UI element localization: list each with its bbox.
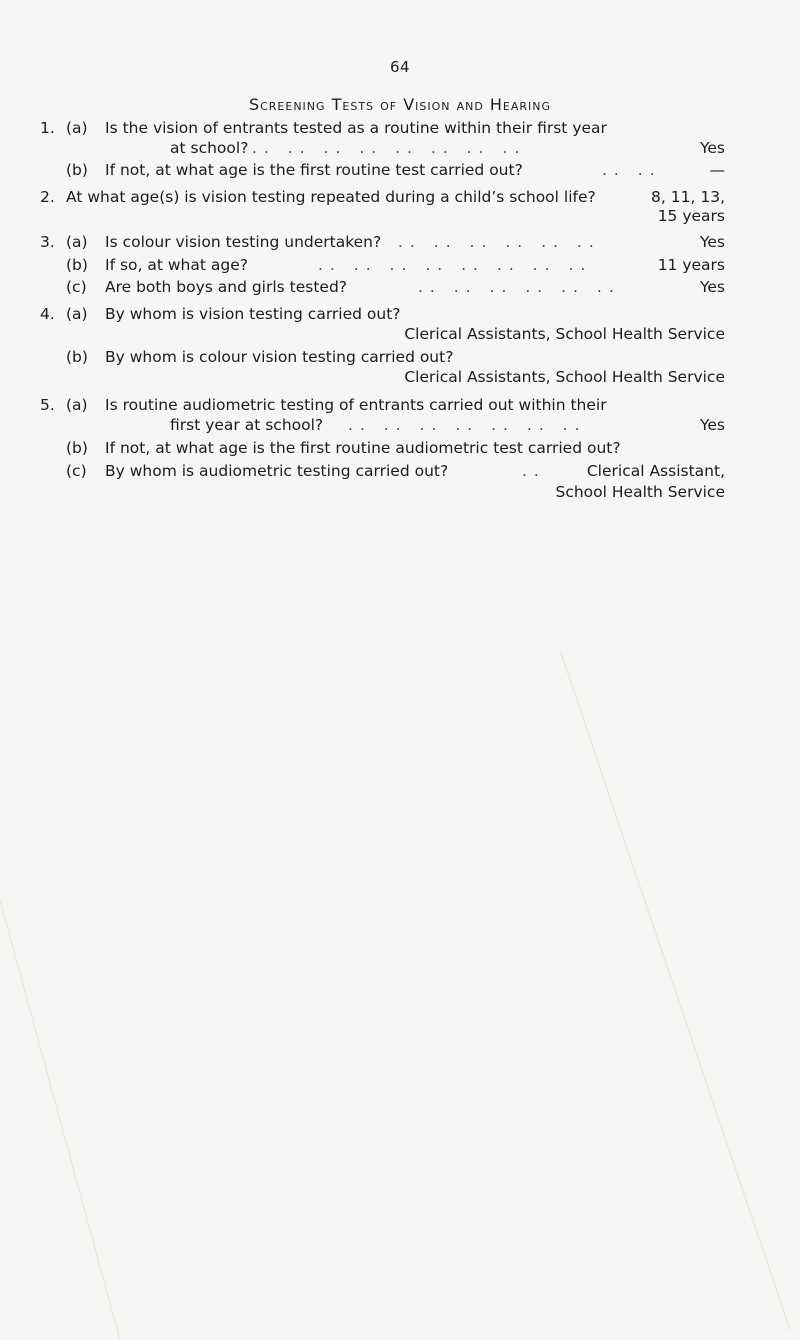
q4b-label: (b) bbox=[66, 348, 88, 366]
q1a-label: (a) bbox=[66, 119, 88, 137]
q1-number: 1. bbox=[40, 119, 55, 137]
q3c-label: (c) bbox=[66, 278, 87, 296]
leader-dots: .. .. .. .. .. .. bbox=[398, 233, 601, 251]
q5a-text-line1: Is routine audiometric testing of entrants carried out within their bbox=[105, 396, 607, 414]
q4a-label: (a) bbox=[66, 305, 88, 323]
q4b-text: By whom is colour vision testing carried out? bbox=[105, 348, 454, 366]
q3b-label: (b) bbox=[66, 256, 88, 274]
q5-number: 5. bbox=[40, 396, 55, 414]
q4a-answer: Clerical Assistants, School Health Service bbox=[404, 325, 725, 343]
q2-text: At what age(s) is vision testing repeated during a child’s school life? bbox=[66, 188, 596, 206]
q2-answer-line2: 15 years bbox=[657, 207, 725, 225]
leader-dots: .. .. .. .. .. .. .. bbox=[348, 416, 587, 434]
q3a-answer: Yes bbox=[699, 233, 725, 251]
q1a-answer: Yes bbox=[699, 139, 725, 157]
q3-number: 3. bbox=[40, 233, 55, 251]
q2-number: 2. bbox=[40, 188, 55, 206]
q5b-label: (b) bbox=[66, 439, 88, 457]
q5c-answer-line2: School Health Service bbox=[555, 483, 725, 501]
leader-dots: .. .. .. .. .. .. .. .. bbox=[252, 139, 527, 157]
q3a-text: Is colour vision testing undertaken? bbox=[105, 233, 382, 251]
q3a-label: (a) bbox=[66, 233, 88, 251]
q1b-answer: — bbox=[709, 161, 725, 179]
leader-dots: .. bbox=[522, 462, 546, 480]
q4b-answer: Clerical Assistants, School Health Service bbox=[404, 368, 725, 386]
q2-answer-line1: 8, 11, 13, bbox=[651, 188, 725, 206]
q5a-answer: Yes bbox=[699, 416, 725, 434]
q5c-answer-line1: Clerical Assistant, bbox=[586, 462, 725, 480]
q3c-text: Are both boys and girls tested? bbox=[105, 278, 348, 296]
q1a-text-line1: Is the vision of entrants tested as a routine within their first year bbox=[105, 119, 607, 137]
q5c-text: By whom is audiometric testing carried out? bbox=[105, 462, 449, 480]
leader-dots: .. .. bbox=[602, 161, 662, 179]
q5c-label: (c) bbox=[66, 462, 87, 480]
q4a-text: By whom is vision testing carried out? bbox=[105, 305, 401, 323]
q1b-text: If not, at what age is the first routine test carried out? bbox=[105, 161, 523, 179]
q5a-label: (a) bbox=[66, 396, 88, 414]
leader-dots: .. .. .. .. .. .. .. .. bbox=[318, 256, 593, 274]
q1b-label: (b) bbox=[66, 161, 88, 179]
q3b-answer: 11 years bbox=[657, 256, 725, 274]
page-number: 64 bbox=[389, 58, 411, 76]
q1a-text-line2: at school? bbox=[170, 139, 249, 157]
leader-dots: .. .. .. .. .. .. bbox=[418, 278, 621, 296]
q5b-text: If not, at what age is the first routine audiometric test carried out? bbox=[105, 439, 621, 457]
q3c-answer: Yes bbox=[699, 278, 725, 296]
q5a-text-line2: first year at school? bbox=[170, 416, 324, 434]
section-heading: Screening Tests of Vision and Hearing bbox=[248, 95, 552, 114]
q3b-text: If so, at what age? bbox=[105, 256, 248, 274]
q4-number: 4. bbox=[40, 305, 55, 323]
